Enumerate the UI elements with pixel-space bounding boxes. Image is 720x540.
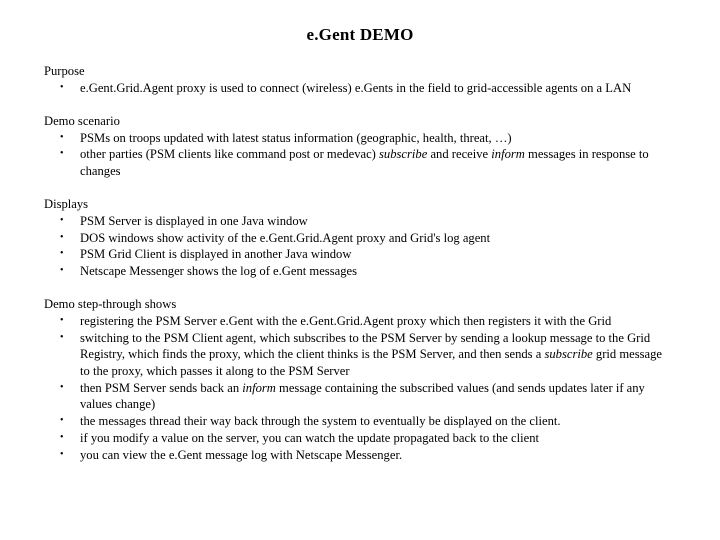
bullet-text: other parties (PSM clients like command post or medevac) bbox=[80, 147, 380, 162]
bullet-item bbox=[44, 146, 674, 179]
bullet-text: message containing the subscribed values (and sends updates later if any values change) bbox=[80, 380, 645, 412]
bullet-text: registering the PSM Server e.Gent with the e.Gent.Grid.Agent proxy which then registers it with the Grid bbox=[80, 313, 612, 328]
emphasis-text: inform bbox=[242, 380, 276, 395]
bullet-item bbox=[44, 430, 674, 447]
bullet-text: DOS windows show activity of the e.Gent.Grid.Agent proxy and Grid's log agent bbox=[80, 230, 491, 245]
bullet-text: PSM Grid Client is displayed in another Java window bbox=[80, 247, 352, 262]
document-body bbox=[44, 63, 674, 480]
bullet-text: the messages thread their way back through the system to eventually be displayed on the client. bbox=[80, 414, 561, 429]
section-heading: Displays bbox=[44, 197, 89, 212]
bullet-text: PSMs on troops updated with latest status information (geographic, health, threat, …) bbox=[80, 130, 512, 145]
section-demo-scenario bbox=[44, 113, 674, 180]
bullet-text: if you modify a value on the server, you can watch the update propagated back to the client bbox=[80, 430, 540, 445]
bullet-text: Netscape Messenger shows the log of e.Gent messages bbox=[80, 264, 357, 279]
page-title: e.Gent DEMO bbox=[306, 25, 414, 44]
bullet-item bbox=[44, 130, 674, 147]
bullet-text: grid message to the proxy, which passes it along to the PSM Server bbox=[80, 347, 662, 379]
bullet-text: PSM Server is displayed in one Java window bbox=[80, 213, 308, 228]
bullet-text: then PSM Server sends back an bbox=[80, 380, 243, 395]
bullet-item bbox=[44, 313, 674, 330]
bullet-item bbox=[44, 330, 674, 380]
bullet-text: you can view the e.Gent message log with Netscape Messenger. bbox=[80, 447, 403, 462]
bullet-list bbox=[44, 80, 674, 97]
bullet-text: and receive bbox=[427, 147, 492, 162]
bullet-text: messages in response to changes bbox=[80, 147, 649, 179]
section-purpose bbox=[44, 63, 674, 96]
bullet-list bbox=[44, 130, 674, 180]
section-heading: Demo step-through shows bbox=[44, 297, 177, 312]
bullet-list bbox=[44, 313, 674, 463]
section-demo-step-through bbox=[44, 296, 674, 463]
emphasis-text: subscribe bbox=[379, 147, 428, 162]
bullet-list bbox=[44, 213, 674, 280]
section-displays bbox=[44, 196, 674, 280]
emphasis-text: inform bbox=[491, 147, 525, 162]
bullet-item bbox=[44, 413, 674, 430]
bullet-item bbox=[44, 263, 674, 280]
bullet-item bbox=[44, 447, 674, 464]
bullet-item bbox=[44, 80, 674, 97]
bullet-item bbox=[44, 246, 674, 263]
bullet-text: e.Gent.Grid.Agent proxy is used to connect (wireless) e.Gents in the field to grid-accessible agents on a LAN bbox=[80, 80, 632, 95]
bullet-item bbox=[44, 380, 674, 413]
bullet-item bbox=[44, 213, 674, 230]
section-heading: Purpose bbox=[44, 64, 85, 78]
bullet-item bbox=[44, 230, 674, 247]
emphasis-text: subscribe bbox=[544, 347, 593, 362]
bullet-text: switching to the PSM Client agent, which subscribes to the PSM Server by sending a lookup message to the Grid Registry, which finds the proxy, which the client thinks is the PSM Server, and then sends a bbox=[80, 330, 651, 362]
section-heading: Demo scenario bbox=[44, 113, 120, 128]
